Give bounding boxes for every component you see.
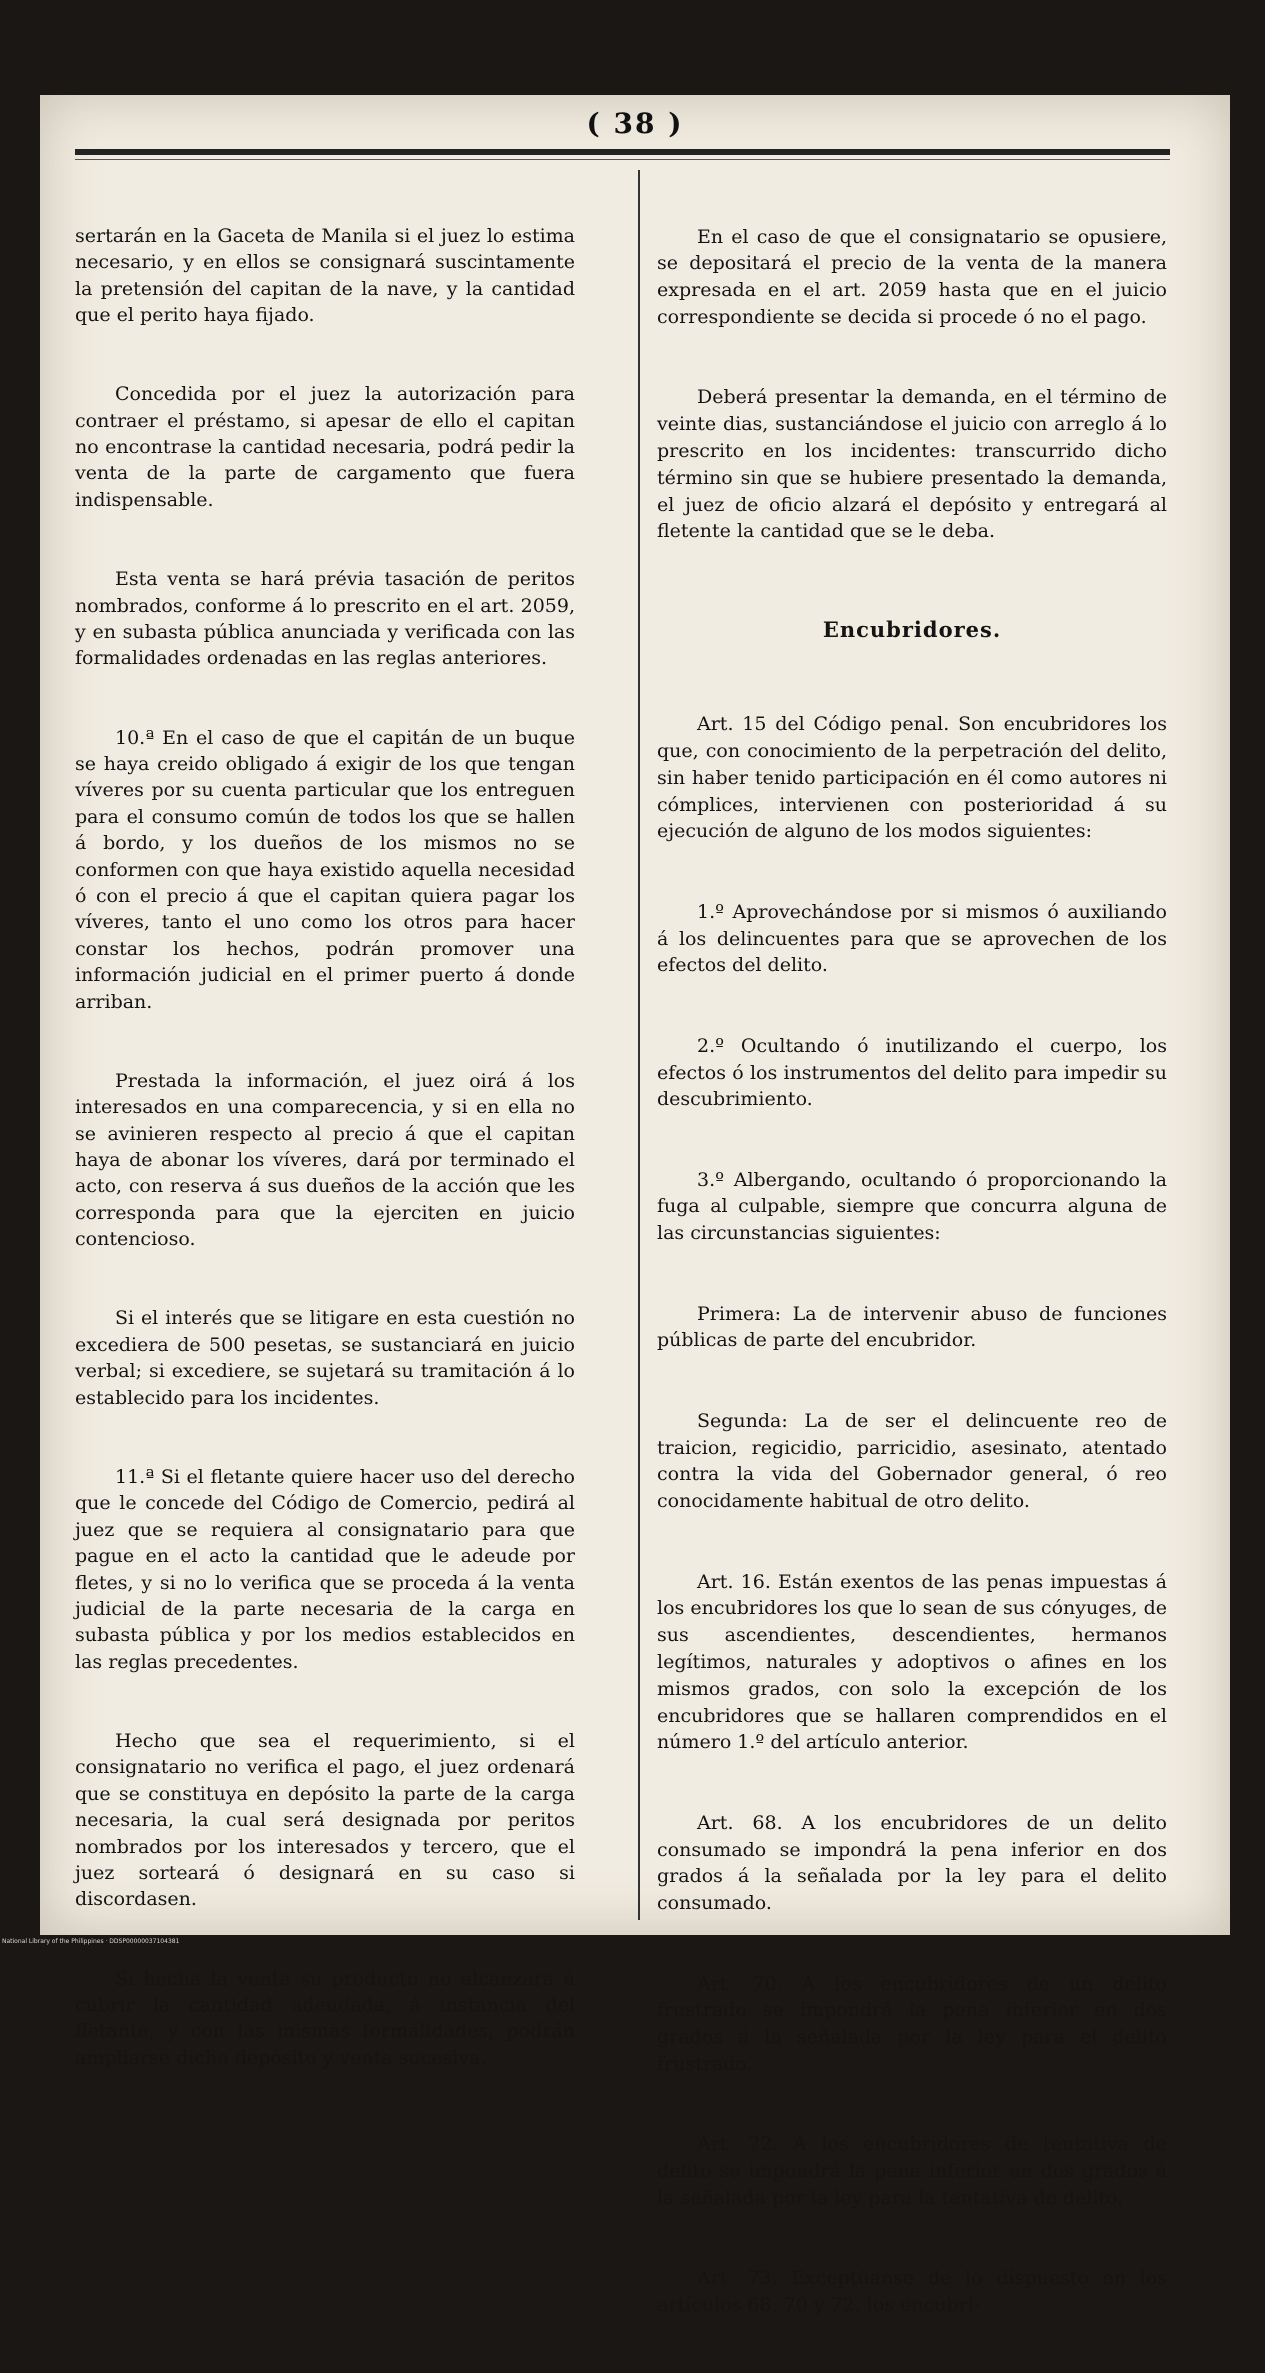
paragraph: 1.º Aprovechándose por si mismos ó auxiliando á los delincuentes para que se aprovechen de los efectos del delito. xyxy=(657,899,1167,979)
paragraph: sertarán en la Gaceta de Manila si el juez lo estima necesario, y en ellos se consignará suscintamente la pretensión del capitan de la nave, y la cantidad que el perito haya fijado. xyxy=(75,223,575,329)
paragraph: 10.ª En el caso de que el capitán de un buque se haya creido obligado á exigir de los que tengan víveres por su cuenta particular que los entreguen para el consumo común de todos los que se hallen á bordo, y los dueños de los mismos no se conformen con que haya existido aquella necesidad ó con el precio á que el capitan quiera pagar los víveres, tanto el uno como los otros para hacer constar los hechos, podrán promover una información judicial en el primer puerto á donde arriban. xyxy=(75,725,575,1015)
paragraph: 2.º Ocultando ó inutilizando el cuerpo, los efectos ó los instrumentos del delito para impedir su descubrimiento. xyxy=(657,1033,1167,1113)
right-column xyxy=(657,170,1167,2373)
paragraph: Esta venta se hará prévia tasación de peritos nombrados, conforme á lo prescrito en el art. 2059, y en subasta pública anunciada y verificada con las formalidades ordenadas en las reglas anteriores. xyxy=(75,566,575,672)
column-divider xyxy=(638,170,640,1920)
paragraph: Art. 68. A los encubridores de un delito consumado se impondrá la pena inferior en dos grados á la señalada por la ley para el delito consumado. xyxy=(657,1810,1167,1917)
header-rule-thin xyxy=(75,159,1170,160)
left-column xyxy=(75,170,575,2124)
paragraph: Art. 72. A los encubridores de tentativa de delito se impondrá la pena inferior en dos grados á la señalada por la ley para la tentativa de delito. xyxy=(657,2131,1167,2211)
paragraph: Si el interés que se litigare en esta cuestión no excediera de 500 pesetas, se sustanciará en juicio verbal; si excediere, se sujetará su tramitación á lo establecido para los incidentes. xyxy=(75,1305,575,1411)
paragraph: 11.ª Si el fletante quiere hacer uso del derecho que le concede del Código de Comercio, pedirá al juez que se requiera al consignatario para que pague en el acto la cantidad que le adeude por fletes, y si no lo verifica que se proceda á la venta judicial de la parte necesaria de la carga en subasta pública y por los medios establecidos en las reglas precedentes. xyxy=(75,1464,575,1675)
paragraph: 3.º Albergando, ocultando ó proporcionando la fuga al culpable, siempre que concurra alguna de las circunstancias siguientes: xyxy=(657,1167,1167,1247)
paragraph: En el caso de que el consignatario se opusiere, se depositará el precio de la venta de la manera expresada en el art. 2059 hasta que en el juicio correspondiente se decida si procede ó no el pago. xyxy=(657,224,1167,331)
paragraph: Segunda: La de ser el delincuente reo de traicion, regicidio, parricidio, asesinato, atentado contra la vida del Gobernador general, ó reo conocidamente habitual de otro delito. xyxy=(657,1408,1167,1515)
header-rule xyxy=(75,149,1170,155)
paragraph: Art. 70. A los encubridores de un delito frustrado se impondrá la pena inferior en dos grados á la señalada por la ley para el delito frustrado. xyxy=(657,1971,1167,2078)
paragraph: Concedida por el juez la autorización para contraer el préstamo, si apesar de ello el capitan no encontrase la cantidad necesaria, podrá pedir la venta de la parte de cargamento que fuera indispensable. xyxy=(75,381,575,513)
scan-credit: National Library of the Philippines · DDSP00000037104381 xyxy=(2,1938,179,1945)
paragraph: Hecho que sea el requerimiento, si el consignatario no verifica el pago, el juez ordenará que se constituya en depósito la parte de la carga necesaria, la cual será designada por peritos nombrados por los interesados y tercero, que el juez sorteará ó designará en su caso si discordasen. xyxy=(75,1728,575,1913)
paragraph: Si hecha la venta su producto no alcanzara á cubrir la cantidad adeudada, á instancia del fletante, y con las mismas formalidades, podrán ampliarse dicho depósito y venta sucesiva. xyxy=(75,1966,575,2072)
page-number: ( 38 ) xyxy=(40,107,1230,140)
paragraph: Art. 16. Están exentos de las penas impuestas á los encubridores los que lo sean de sus cónyuges, de sus ascendientes, descendientes, hermanos legítimos, naturales y adoptivos o afines en los mismos grados, con solo la excepción de los encubridores que se hallaren comprendidos en el número 1.º del artículo anterior. xyxy=(657,1569,1167,1757)
paragraph: Art. 73. Exceptúanse de lo dispuesto en los artículos 68, 70 y 72, los encubri- xyxy=(657,2265,1167,2319)
paragraph: Primera: La de intervenir abuso de funciones públicas de parte del encubridor. xyxy=(657,1301,1167,1355)
paragraph: Prestada la información, el juez oirá á los interesados en una comparecencia, y si en ella no se avinieren respecto al precio á que el capitan haya de abonar los víveres, dará por terminado el acto, con reserva á sus dueños de la acción que les corresponda para que la ejerciten en juicio contencioso. xyxy=(75,1068,575,1253)
paragraph: Art. 15 del Código penal. Son encubridores los que, con conocimiento de la perpetración del delito, sin haber tenido participación en él como autores ni cómplices, intervienen con posterioridad á su ejecución de alguno de los modos siguientes: xyxy=(657,711,1167,845)
document-page xyxy=(40,95,1230,1935)
paragraph: Deberá presentar la demanda, en el término de veinte dias, sustanciándose el juicio con arreglo á lo prescrito en los incidentes: transcurrido dicho término sin que se hubiere presentado la demanda, el juez de oficio alzará el depósito y entregará al fletente la cantidad que se le deba. xyxy=(657,384,1167,545)
section-heading: Encubridores. xyxy=(657,617,1167,644)
